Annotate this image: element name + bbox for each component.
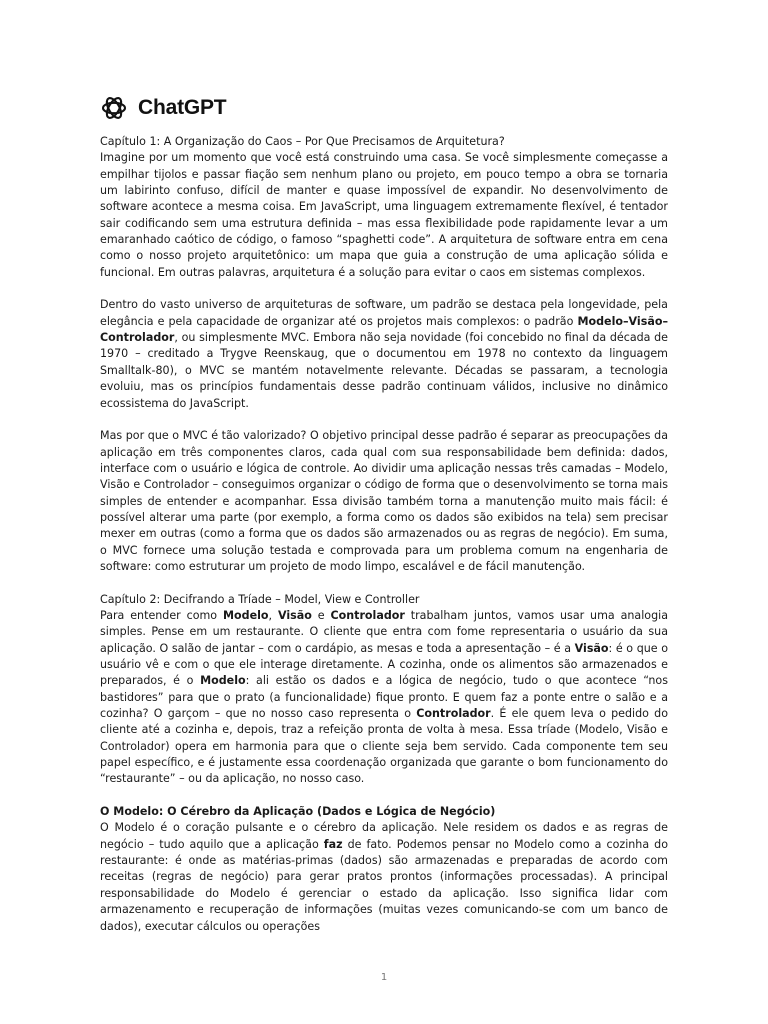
text-run: , ou simplesmente MVC. Embora não seja novidade (foi concebido no final da década de 1970 – creditado a Trygve Reenskaug, que o documentou em 1978 no contexto da linguagem Smalltalk-80), o MVC se mantém notavelmente relevante. Décadas se passaram, a tecnologia evoluiu, mas os princípios fundamentais desse padrão continuam válidos, inclusive no dinâmico ecossistema do JavaScript.	[100, 331, 668, 410]
paragraph-gap	[100, 788, 668, 804]
text-run: Mas por que o MVC é tão valorizado? O objetivo principal desse padrão é separar as preocupações da aplicação em três componentes claros, cada qual com sua responsabilidade bem definida: dados, interface com o usuário e lógica de controle. Ao dividir uma aplicação nessas três camadas – Modelo, Visão e Controlador – conseguimos organizar o código de forma que o desenvolvimento se torna mais simples de entender e acompanhar. Essa divisão também torna a manutenção muito mais fácil: é possível alterar uma parte (por exemplo, a forma como os dados são exibidos na tela) sem precisar mexer em outras (como a forma que os dados são armazenados ou as regras de negócio). Em suma, o MVC fornece uma solução testada e comprovada para um problema comum na engenharia de software: como estruturar um projeto de modo limpo, escalável e de fácil manutenção.	[100, 429, 668, 573]
paragraph	[100, 820, 668, 934]
section-heading	[100, 134, 668, 150]
section-heading	[100, 804, 668, 820]
text-run: trabalham juntos, vamos usar uma analogia simples. Pense em um restaurante. O cliente que entra com fome representaria o usuário da sua aplicação. O salão de jantar – com o cardápio, as mesas e toda a apresentação – é a	[100, 608, 668, 655]
openai-logo-icon	[100, 94, 128, 122]
text-run: Dentro do vasto universo de arquiteturas de software, um padrão se destaca pela longevidade, pela elegância e pela capacidade de organizar até os projetos mais complexos: o padrão	[100, 298, 668, 328]
text-run: . É ele quem leva o pedido do cliente até a cozinha e, depois, traz a refeição pronta de volta à mesa. Essa tríade (Modelo, Visão e Controlador) opera em harmonia para que o cliente seja bem servido. Cada componente tem seu papel específico, e é justamente essa coordenação organizada que garante o bom funcionamento do “restaurante” – ou da aplicação, no nosso caso.	[100, 707, 668, 786]
text-run: de fato. Podemos pensar no Modelo como a cozinha do restaurante: é onde as matérias-primas (dados) são armazenadas e preparadas de acordo com receitas (regras de negócio) para gerar pratos prontos (informações processadas). A principal responsabilidade do Modelo é gerenciar o estado da aplicação. Isso significa lidar com armazenamento e recuperação de informações (muitas vezes comunicando-se com um banco de dados), executar cálculos ou operações	[100, 837, 669, 933]
text-run: Capítulo 1: A Organização do Caos – Por Que Precisamos de Arquitetura?	[100, 135, 505, 148]
text-run: ,	[268, 608, 278, 622]
paragraph-gap	[100, 412, 668, 428]
paragraph	[100, 608, 668, 788]
paragraph	[100, 428, 668, 575]
text-run: : ali estão os dados e a lógica de negócio, tudo o que acontece “nos bastidores” para que o prato (a funcionalidade) fique pronto. E quem faz a ponte entre o salão e a cozinha? O garçom – que no nosso caso representa o	[100, 674, 668, 721]
text-run: e	[311, 608, 331, 622]
text-run: Para entender como	[100, 608, 223, 622]
bold-text: faz	[323, 837, 343, 851]
text-run: Imagine por um momento que você está construindo uma casa. Se você simplesmente começasse a empilhar tijolos e passar fiação sem nenhum plano ou projeto, em pouco tempo a obra se tornaria um labirinto confuso, difícil de manter e quase impossível de expandir. No desenvolvimento de software acontece a mesma coisa. Em JavaScript, uma linguagem extremamente flexível, é tentador sair codificando sem uma estrutura definida – mas essa flexibilidade pode rapidamente levar a um emaranhado caótico de código, o famoso “spaghetti code”. A arquitetura de software entra em cena como o nosso projeto arquitetônico: um mapa que guia a construção de uma aplicação sólida e funcional. Em outras palavras, arquitetura é a solução para evitar o caos em sistemas complexos.	[100, 151, 668, 279]
brand-name: ChatGPT	[138, 96, 227, 119]
paragraph-gap	[100, 575, 668, 591]
document-body	[100, 134, 668, 935]
section-heading	[100, 592, 668, 608]
bold-text: Visão	[277, 608, 312, 622]
paragraph-gap	[100, 281, 668, 297]
bold-text: O Modelo: O Cérebro da Aplicação (Dados e Lógica de Negócio)	[100, 805, 496, 819]
brand-header	[100, 93, 226, 123]
bold-text: Modelo	[222, 608, 269, 622]
text-run: Capítulo 2: Decifrando a Tríade – Model, View e Controller	[100, 592, 420, 606]
bold-text: Controlador	[416, 707, 491, 721]
text-run: : é o que o usuário vê e com o que ele interage diretamente. A cozinha, onde os alimentos são armazenados e preparados, é o	[100, 641, 668, 688]
bold-text: Controlador	[330, 608, 405, 622]
paragraph	[100, 297, 668, 411]
bold-text: Modelo–Visão–Controlador	[100, 314, 668, 345]
page-number: 1	[380, 972, 388, 983]
bold-text: Modelo	[200, 674, 246, 688]
text-run: O Modelo é o coração pulsante e o cérebro da aplicação. Nele residem os dados e as regras de negócio – tudo aquilo que a aplicação	[100, 821, 668, 851]
paragraph	[100, 150, 668, 281]
bold-text: Visão	[574, 641, 609, 655]
